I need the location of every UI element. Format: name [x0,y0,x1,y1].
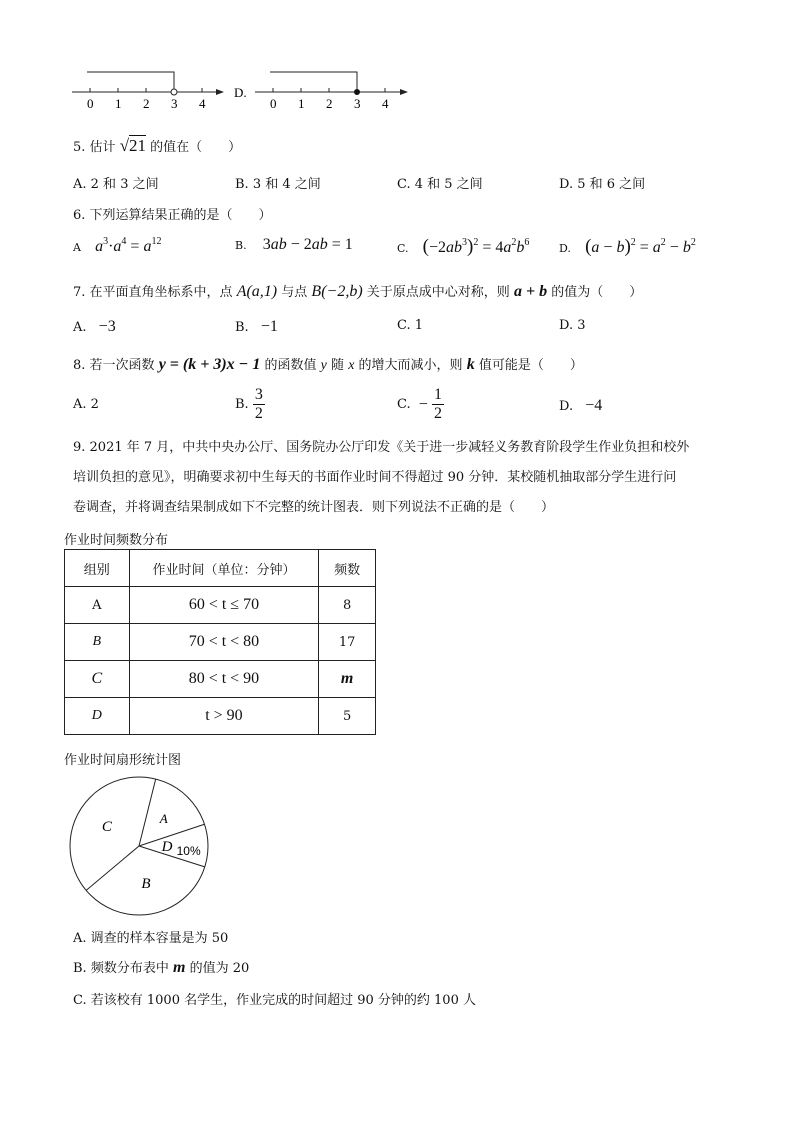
formula-b: 3ab − 2ab = 1 [262,236,353,253]
tick-label: 0 [270,96,277,111]
numline-d [255,72,408,111]
header-frequency: 频数 [319,550,376,587]
q7-option-b [235,318,278,336]
formula-c: $(-2ab^3)^2 = 4a^2b^6$ [422,236,530,257]
cell-frequency: 5 [319,698,376,735]
formula-d: $(a - b)^2 = a^2 - b^2$ [585,236,696,257]
q9-option-a: A. 调查的样本容量是为 50 [73,931,229,946]
option-label: C. [397,242,409,255]
option-label: C. [397,318,411,333]
tick-label: 1 [115,96,122,111]
table-title: 作业时间频数分布 [64,533,169,548]
numline-c [72,72,224,111]
cell-range: 70 < t < 80 [129,624,319,661]
q5-option-d: D. 5 和 6 之间 [559,177,646,192]
option-value: −3 [98,318,116,335]
expr-a-plus-b: a + b [513,283,548,300]
q9-option-text: 的值为 20 [189,961,250,976]
table-row [65,661,376,698]
cell-range: 60 < t ≤ 70 [129,587,319,624]
cell-frequency: 17 [319,624,376,661]
table-row [65,624,376,661]
option-value: 1 [414,318,424,333]
q7-option-c [397,318,423,333]
table-row [65,587,376,624]
linear-function: y = (k + 3)x − 1 [158,356,261,373]
q7-option-a [73,318,116,336]
option-d-label: D. [234,85,247,100]
option-label: D. [559,318,574,333]
fraction-one-half [432,386,444,423]
q5-stem [73,136,241,156]
table-header-row [65,550,376,587]
q9-option-c: C. 若该校有 1000 名学生，作业完成的时间超过 90 分钟的约 100 人 [73,993,476,1008]
fraction-three-halves [253,386,265,423]
q5-stem-text: 5. 估计 [73,140,116,155]
q8-stem [73,354,583,374]
q5-option-a: A. 2 和 3 之间 [73,177,159,192]
q5-option-b: B. 3 和 4 之间 [235,177,321,192]
pie-slice-c: C [101,818,112,835]
sqrt-expression: √21 [119,136,147,155]
option-value: −1 [260,318,278,335]
header-group: 组别 [65,550,130,587]
tick-label: 3 [354,96,361,111]
denominator: 2 [254,405,263,422]
q9-stem-line1: 9. 2021 年 7 月，中共中央办公厅、国务院办公厅印发《关于进一步减轻义务教育阶段学生作业负担和校外 [73,440,690,455]
point-a: A(a,1) [236,283,278,300]
pie-title: 作业时间扇形统计图 [64,753,182,768]
q6-option-a [73,236,161,256]
option-label: D. [559,399,574,414]
cell-range: 80 < t < 90 [129,661,319,698]
pie-slice-b: B [141,876,151,893]
q8-option-d [559,397,602,415]
q8-option-a: A. 2 [73,397,99,412]
q8-stem-text: 随 [331,358,345,373]
q5-option-c: C. 4 和 5 之间 [397,177,483,192]
q7-stem-text: 的值为（ ） [551,285,643,300]
option-label: D. [559,242,571,255]
q8-option-c [397,386,444,423]
q9-option-b [73,957,249,977]
var-k: k [466,356,475,373]
q7-stem-text: 7. 在平面直角坐标系中，点 [73,285,233,300]
option-label: B. [235,239,247,252]
open-point [171,89,177,95]
q8-stem-text: 值可能是（ ） [478,358,583,373]
pie-slice-d: D [161,838,173,855]
var-y: y [320,358,327,373]
closed-point [354,89,360,95]
q9-option-text: B. 频数分布表中 [73,961,169,976]
q8-stem-text: 8. 若一次函数 [73,358,155,373]
numline-figures [0,60,430,115]
option-value: 3 [577,318,586,333]
q7-option-d [559,318,586,333]
cell-group: C [65,661,130,698]
tick-label: 4 [199,96,206,111]
tick-label: 2 [326,96,333,111]
minus-sign: − [418,395,428,413]
q6-option-b [235,236,353,254]
tick-label: 1 [298,96,305,111]
cell-frequency: 8 [319,587,376,624]
tick-label: 4 [382,96,389,111]
tick-label: 0 [87,96,94,111]
q7-stem-text: 关于原点成中心对称，则 [366,285,510,300]
numerator: 1 [433,386,442,403]
q8-stem-text: 的函数值 [264,358,317,373]
pie-chart [66,776,226,926]
q8-stem-text: 的增大而减小，则 [358,358,463,373]
cell-group: D [65,698,130,735]
point-b: B(−2,b) [311,283,363,300]
q6-option-c [397,236,529,258]
cell-frequency: m [319,661,376,698]
q7-stem-text: 与点 [281,285,308,300]
q5-stem-text: 的值在（ ） [150,140,242,155]
cell-group: B [65,624,130,661]
numerator: 3 [254,386,263,403]
pie-d-percent: 10% [176,843,201,858]
var-x: x [348,358,355,373]
header-time: 作业时间（单位：分钟） [129,550,319,587]
var-m: m [172,959,186,976]
cell-range: t > 90 [129,698,319,735]
formula-a: $a^3\cdot a^4 = a^{12}$ [95,236,162,255]
radicand: 21 [129,136,147,155]
q9-stem-line2: 培训负担的意见》，明确要求初中生每天的书面作业时间不得超过 90 分钟．某校随机抽取部分学生进行问 [73,470,677,485]
option-label: B. [235,320,249,335]
q7-stem [73,281,642,301]
option-label: A [73,241,81,254]
option-label: B. [235,397,249,412]
denominator: 2 [433,405,442,422]
pie-slice-a: A [159,811,168,827]
cell-group: A [65,587,130,624]
option-label: C. [397,397,411,412]
tick-label: 3 [171,96,178,111]
frequency-table [64,549,376,735]
q8-option-b [235,386,265,423]
q9-stem-line3: 卷调查，并将调查结果制成如下不完整的统计图表．则下列说法不正确的是（ ） [73,500,555,515]
q6-stem: 6. 下列运算结果正确的是（ ） [73,208,272,223]
option-label: A. [73,320,87,335]
tick-label: 2 [143,96,150,111]
table-row [65,698,376,735]
q6-option-d [559,236,696,258]
option-value: −4 [585,397,603,414]
